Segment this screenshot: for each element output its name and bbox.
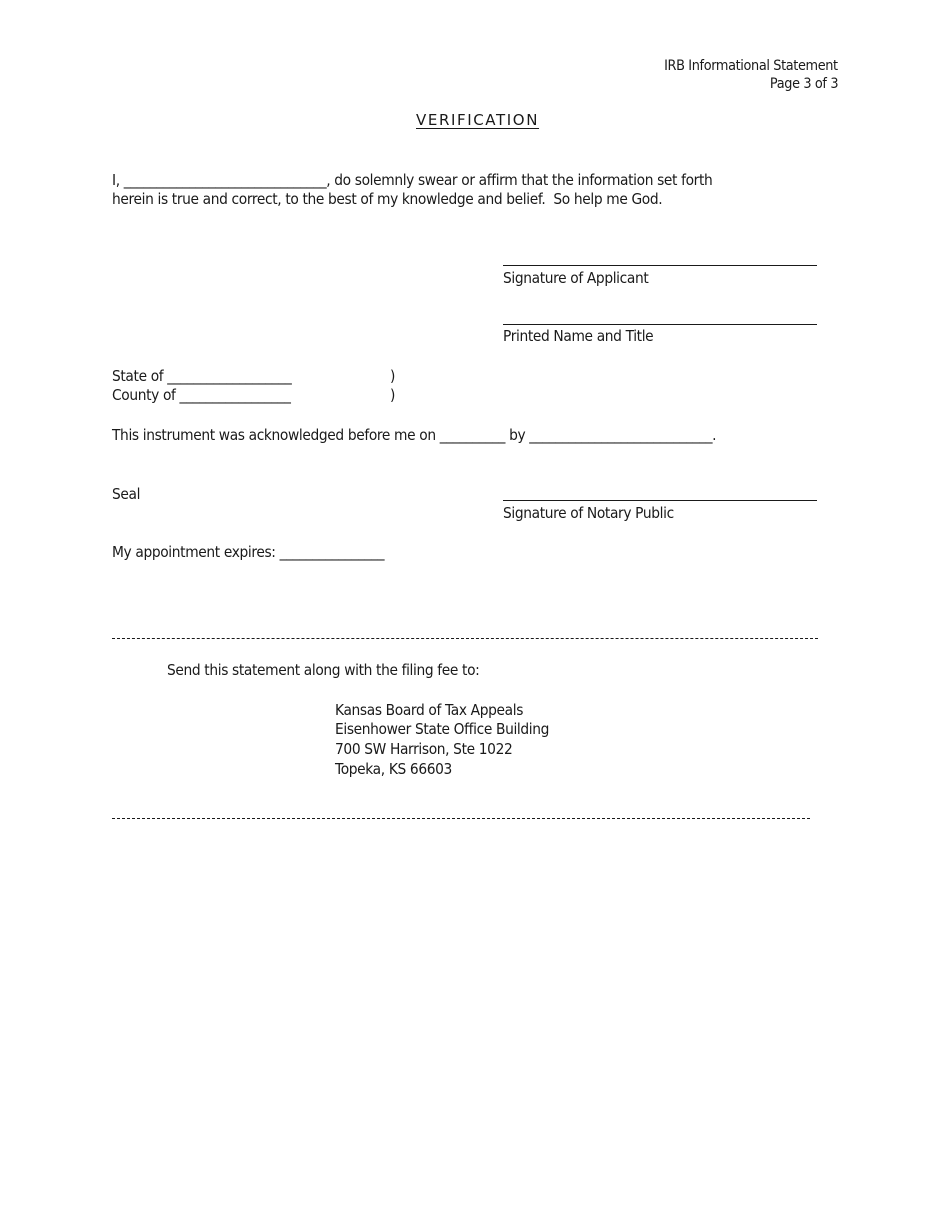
- seal-label: Seal: [112, 485, 141, 503]
- form-name: IRB Informational Statement: [664, 58, 838, 74]
- notary-signature-label: Signature of Notary Public: [503, 504, 674, 522]
- appointment-expires-line: My appointment expires: ________________: [112, 543, 385, 561]
- county-paren: ): [390, 386, 396, 404]
- page-indicator: Page 3 of 3: [769, 76, 838, 92]
- oath-line-1: I, _______________________________, do solemnly swear or affirm that the information set forth: [112, 171, 713, 189]
- acknowledgment-line: This instrument was acknowledged before me on __________ by ____________________________.: [112, 426, 717, 444]
- address-line-2: Eisenhower State Office Building: [335, 720, 550, 738]
- state-paren: ): [390, 367, 396, 385]
- page-title: VERIFICATION: [416, 111, 540, 129]
- county-line: County of _________________: [112, 386, 291, 404]
- oath-line-2: herein is true and correct, to the best of my knowledge and belief. So help me God.: [112, 190, 663, 208]
- address-line-1: Kansas Board of Tax Appeals: [335, 701, 524, 719]
- printed-name-label: Printed Name and Title: [503, 327, 654, 345]
- address-line-3: 700 SW Harrison, Ste 1022: [335, 740, 513, 758]
- mailing-instruction: Send this statement along with the filing fee to:: [167, 661, 480, 679]
- section-divider-top: [112, 638, 818, 639]
- applicant-signature-label: Signature of Applicant: [503, 269, 649, 287]
- address-line-4: Topeka, KS 66603: [335, 760, 452, 778]
- state-line: State of ___________________: [112, 367, 292, 385]
- section-divider-bottom: [112, 818, 810, 819]
- notary-signature-line: [503, 500, 817, 501]
- applicant-signature-line: [503, 265, 817, 266]
- printed-name-line: [503, 324, 817, 325]
